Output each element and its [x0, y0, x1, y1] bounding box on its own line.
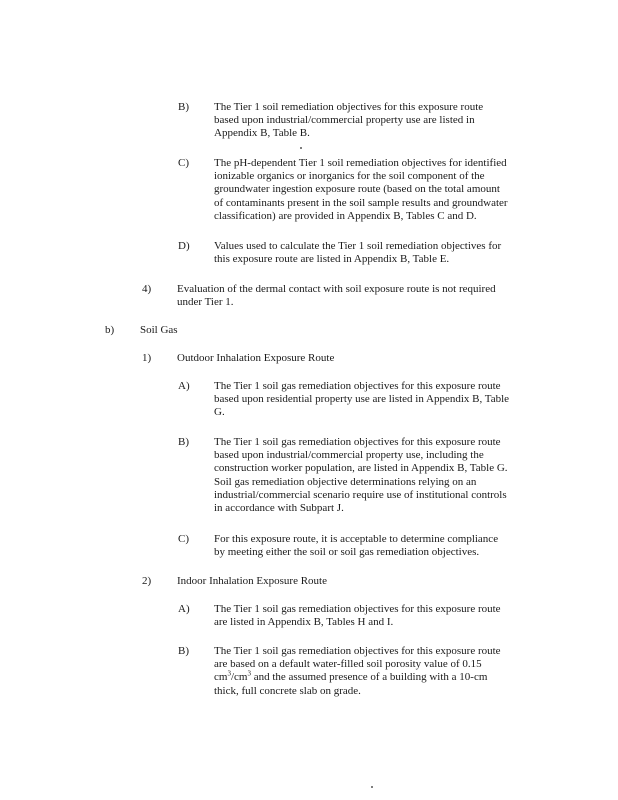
- item-marker: B): [178, 645, 189, 657]
- item-marker: A): [178, 380, 190, 392]
- item-text: [177, 283, 496, 309]
- text-line: Soil gas remediation objective determinations relying on an: [214, 475, 477, 488]
- text-line: The pH-dependent Tier 1 soil remediation objectives for identified: [214, 157, 507, 169]
- text-line: construction worker population, are listed in Appendix B, Table G.: [214, 462, 508, 475]
- item-text: [214, 380, 509, 420]
- text-line: The Tier 1 soil remediation objectives for this exposure route: [214, 101, 484, 113]
- subsection-marker: 2): [142, 575, 152, 587]
- text-line: this exposure route are listed in Appendix B, Table E.: [214, 253, 450, 266]
- text-line: The Tier 1 soil gas remediation objectives for this exposure route: [214, 645, 501, 657]
- text-line: are based on a default water-filled soil porosity value of 0.15: [214, 658, 482, 671]
- text-line: ionizable organics or inorganics for the soil component of the: [214, 170, 485, 183]
- scan-speck: [300, 147, 302, 149]
- text-line: by meeting either the soil or soil gas remediation objectives.: [214, 546, 480, 559]
- item-marker: B): [178, 436, 189, 448]
- subsection-title: Indoor Inhalation Exposure Route: [177, 575, 327, 587]
- text-line: The Tier 1 soil gas remediation objectives for this exposure route: [214, 380, 501, 392]
- text-line: Values used to calculate the Tier 1 soil remediation objectives for: [214, 240, 502, 252]
- item-text: [214, 603, 501, 629]
- text-line: classification) are provided in Appendix B, Tables C and D.: [214, 209, 477, 222]
- text-line: based upon industrial/commercial property use are listed in: [214, 114, 475, 127]
- item-text: [214, 157, 508, 223]
- text-line: under Tier 1.: [177, 296, 234, 309]
- item-marker: 4): [142, 283, 152, 295]
- item-marker: B): [178, 101, 189, 113]
- text-line: based upon industrial/commercial property use, including the: [214, 449, 484, 462]
- text-line: based upon residential property use are listed in Appendix B, Table: [214, 393, 510, 406]
- section-marker: b): [105, 324, 115, 336]
- text-line: Evaluation of the dermal contact with soil exposure route is not required: [177, 283, 496, 295]
- scan-speck: [371, 786, 373, 788]
- text-line: The Tier 1 soil gas remediation objectives for this exposure route: [214, 436, 501, 448]
- text-line: of contaminants present in the soil sample results and groundwater: [214, 196, 508, 209]
- text-line: Appendix B, Table B.: [214, 127, 310, 140]
- section-title: Soil Gas: [140, 324, 178, 336]
- text-line: $cm^3/cm^3$ and the assumed presence of a building with a 10-cm: [214, 669, 488, 684]
- item-marker: C): [178, 157, 189, 169]
- text-line: thick, full concrete slab on grade.: [214, 684, 361, 697]
- text-line: For this exposure route, it is acceptable to determine compliance: [214, 533, 499, 545]
- text-line: The Tier 1 soil gas remediation objectives for this exposure route: [214, 603, 501, 615]
- item-text: [214, 645, 501, 698]
- item-marker: C): [178, 533, 189, 545]
- item-marker: D): [178, 240, 190, 252]
- text-line: G.: [214, 406, 225, 419]
- item-text: [214, 436, 508, 515]
- item-text: [214, 101, 483, 141]
- subsection-marker: 1): [142, 352, 152, 364]
- text-line: in accordance with Subpart J.: [214, 502, 344, 515]
- item-text: [214, 240, 501, 266]
- text-line: groundwater ingestion exposure route (based on the total amount: [214, 183, 500, 196]
- text-line: industrial/commercial scenario require use of institutional controls: [214, 488, 507, 501]
- subsection-title: Outdoor Inhalation Exposure Route: [177, 352, 335, 364]
- item-marker: A): [178, 603, 190, 615]
- text-line: are listed in Appendix B, Tables H and I.: [214, 616, 394, 629]
- item-text: [214, 533, 498, 559]
